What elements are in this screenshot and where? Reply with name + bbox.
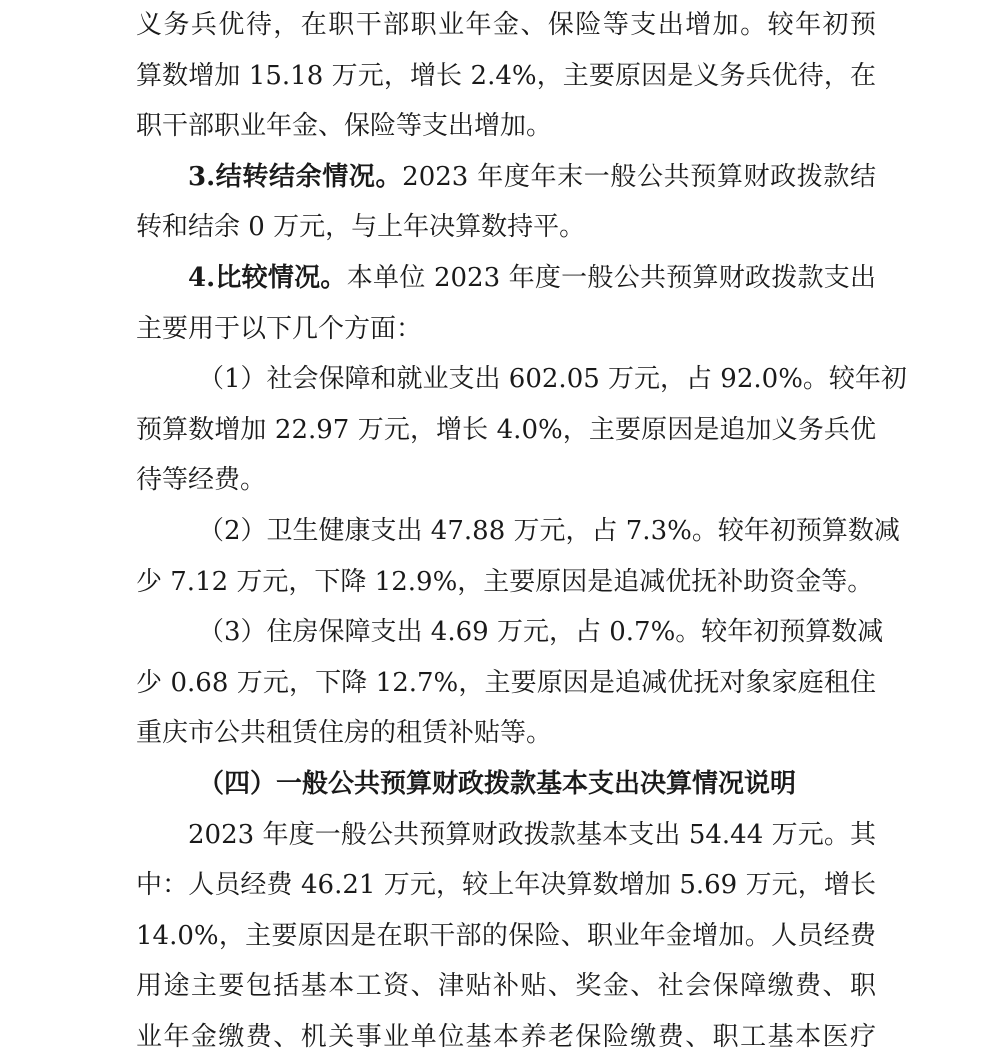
text-line: 用途主要包括基本工资、津贴补贴、奖金、社会保障缴费、职 — [136, 961, 876, 1012]
text-line: （3）住房保障支出 4.69 万元，占 0.7%。较年初预算数减 — [136, 607, 876, 658]
section-heading-text: （四）一般公共预算财政拨款基本支出决算情况说明 — [198, 769, 796, 799]
text-line: 待等经费。 — [136, 455, 876, 506]
paragraph-1 — [136, 0, 876, 152]
text-line: 重庆市公共租赁住房的租赁补贴等。 — [136, 708, 876, 759]
text-line: 少 7.12 万元，下降 12.9%，主要原因是追减优抚补助资金等。 — [136, 557, 876, 608]
text-line — [136, 152, 876, 203]
text-line: 少 0.68 万元，下降 12.7%，主要原因是追减优抚对象家庭租住 — [136, 658, 876, 709]
paragraph-carryover — [136, 152, 876, 253]
text-line: 算数增加 15.18 万元，增长 2.4%，主要原因是义务兵优待，在 — [136, 51, 876, 102]
document-page — [136, 0, 876, 1062]
paragraph-social-security — [136, 354, 876, 506]
text-span: 2023 年度年末一般公共预算财政拨款结 — [402, 162, 876, 192]
paragraph-heading: 4.比较情况。 — [188, 263, 347, 293]
text-line: 预算数增加 22.97 万元，增长 4.0%，主要原因是追加义务兵优 — [136, 405, 876, 456]
paragraph-heading: 3.结转结余情况。 — [188, 162, 402, 192]
text-line: （1）社会保障和就业支出 602.05 万元，占 92.0%。较年初 — [136, 354, 876, 405]
paragraph-housing — [136, 607, 876, 759]
paragraph-basic-expenditure — [136, 810, 876, 1062]
paragraph-health — [136, 506, 876, 607]
text-line: 中：人员经费 46.21 万元，较上年决算数增加 5.69 万元，增长 — [136, 860, 876, 911]
section-heading — [136, 759, 876, 810]
text-line: 2023 年度一般公共预算财政拨款基本支出 54.44 万元。其 — [136, 810, 876, 861]
text-line: 主要用于以下几个方面： — [136, 304, 876, 355]
paragraph-comparison — [136, 253, 876, 354]
text-line: 义务兵优待，在职干部职业年金、保险等支出增加。较年初预 — [136, 0, 876, 51]
text-line — [136, 253, 876, 304]
text-line: 业年金缴费、机关事业单位基本养老保险缴费、职工基本医疗 — [136, 1012, 876, 1062]
text-line: 职干部职业年金、保险等支出增加。 — [136, 101, 876, 152]
text-span: 本单位 2023 年度一般公共预算财政拨款支出 — [347, 263, 876, 293]
text-line: 转和结余 0 万元，与上年决算数持平。 — [136, 202, 876, 253]
text-line: 14.0%，主要原因是在职干部的保险、职业年金增加。人员经费 — [136, 911, 876, 962]
text-line: （2）卫生健康支出 47.88 万元，占 7.3%。较年初预算数减 — [136, 506, 876, 557]
